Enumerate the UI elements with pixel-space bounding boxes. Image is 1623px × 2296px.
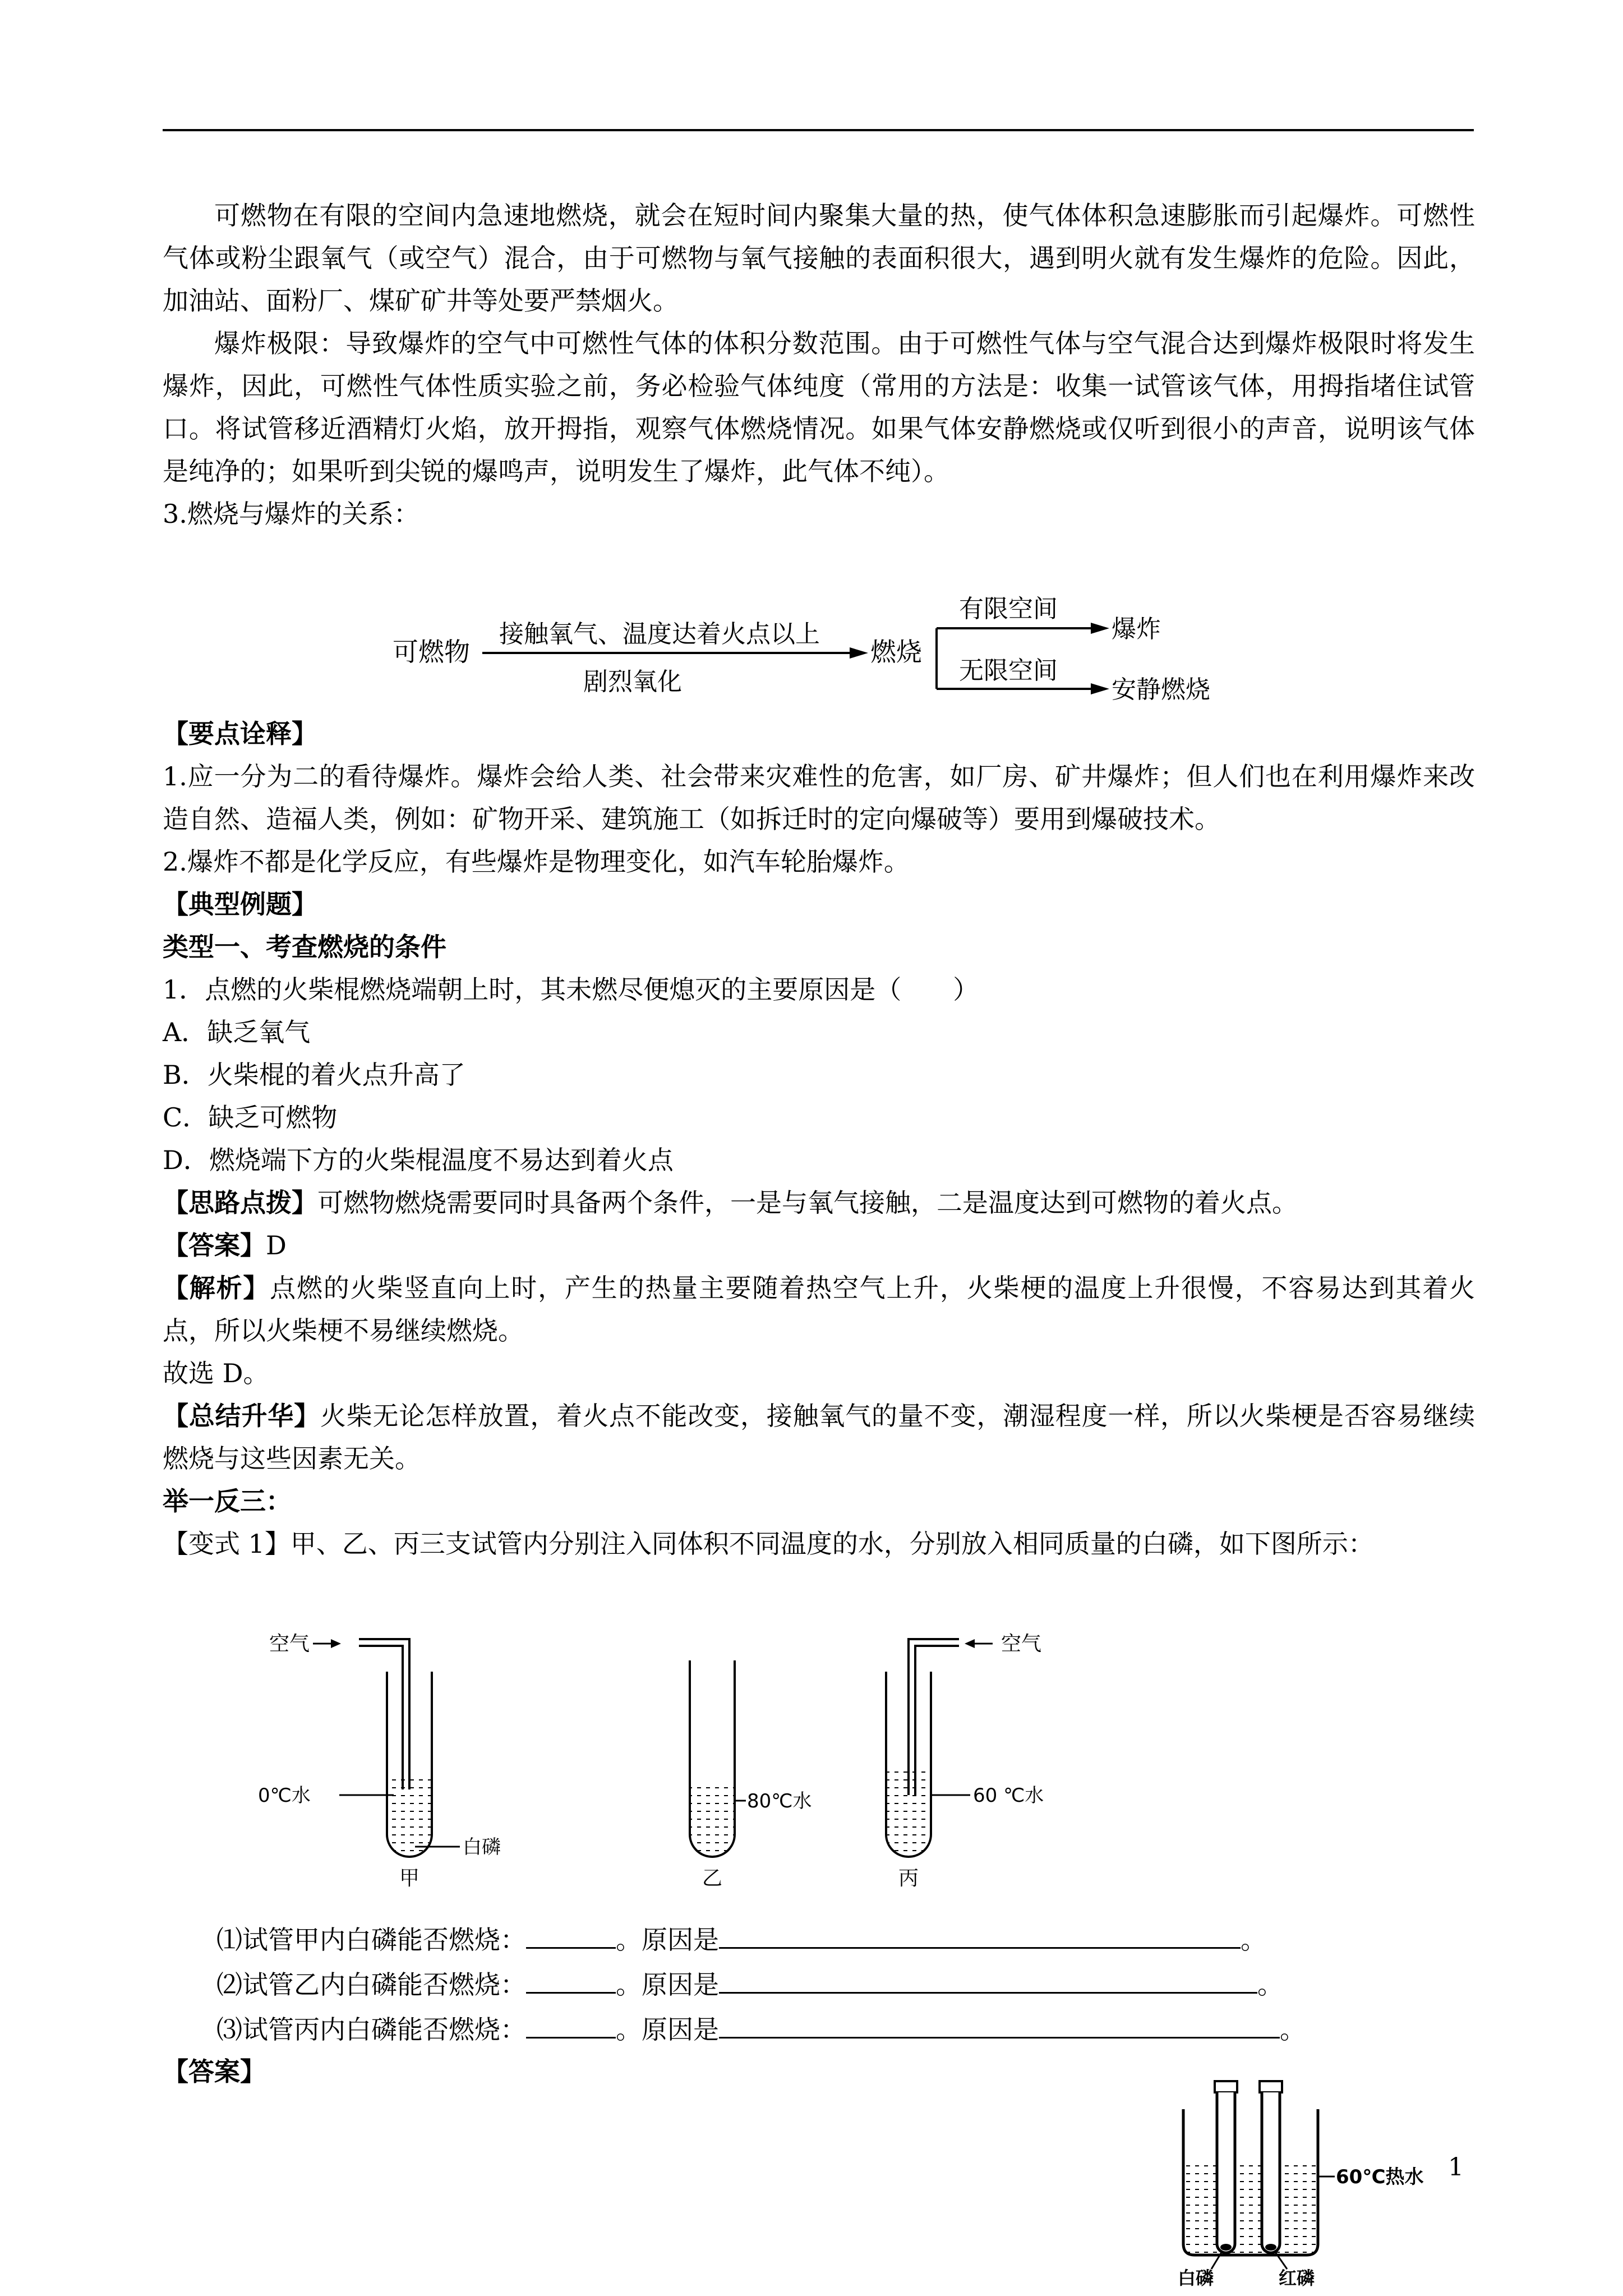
variant-label: 【变式 1】: [163, 1529, 291, 1559]
diagram-arrow-top-label: 接触氧气、温度达着火点以上: [499, 620, 820, 648]
reason-blank-3[interactable]: [719, 2014, 1280, 2039]
branch-bottom-head: [1091, 683, 1109, 694]
air-label-left: 空气: [269, 1632, 310, 1655]
analysis-label: 【解析】: [163, 1273, 270, 1303]
white-p-label: 白磷: [1178, 2267, 1214, 2289]
option-b: B．火柴棍的着火点升高了: [163, 1060, 465, 1090]
paragraph-explosion-limit: 爆炸极限：导致爆炸的空气中可燃性气体的体积分数范围。由于可燃性气体与空气混合达到爆炸极限时将发生爆炸，因此，可燃性气体性质实验之前，务必检验气体纯度（常用的方法是：收集一试管该气体，用拇指堵住试管口。将试管移近酒精灯火焰，放开拇指，观察气体燃烧情况。如果气体安静燃烧或仅听到很小的声音，说明该气体是纯净的；如果听到尖锐的爆鸣声，说明发生了爆炸，此气体不纯）。: [163, 328, 1475, 486]
header-rule: [163, 129, 1474, 131]
red-p-label: 红磷: [1279, 2267, 1315, 2289]
diagram-start: 可燃物: [393, 637, 470, 667]
result-top: 爆炸: [1112, 615, 1161, 643]
page-number: 1: [1448, 2153, 1464, 2182]
tube-red: [1262, 2092, 1280, 2253]
option-d: D．燃烧端下方的火柴棍温度不易达到着火点: [163, 1145, 674, 1175]
variant-paragraph: [163, 1522, 1475, 1565]
main-arrow-head: [850, 647, 868, 659]
answer-blank-3[interactable]: [526, 2014, 616, 2039]
diagram-middle: 燃烧: [870, 637, 922, 667]
summary-label: 【总结升华】: [163, 1401, 320, 1431]
paragraph-relation-heading: 3.燃烧与爆炸的关系：: [163, 499, 419, 529]
answer-text: D: [266, 1230, 287, 1260]
tube-white: [1217, 2092, 1235, 2253]
question-1: 1．点燃的火柴棍燃烧端朝上时，其未燃尽便熄灭的主要原因是（ ）: [163, 974, 979, 1005]
tube-c-label: 丙: [898, 1867, 919, 1890]
summary-paragraph: [163, 1395, 1475, 1480]
answer-heading: 【答案】: [163, 2056, 266, 2087]
diagram-arrow-bottom-label: 剧烈氧化: [583, 668, 682, 696]
water-b-label: 80℃水: [747, 1790, 812, 1812]
water-a-label: 0℃水: [258, 1784, 311, 1807]
answer-label: 【答案】: [163, 1230, 266, 1260]
sub-question-1: ⑴试管甲内白磷能否燃烧： 。原因是 。: [216, 1925, 1266, 1955]
answer-paragraph: [163, 1224, 1475, 1267]
beaker-figure: [1166, 2076, 1424, 2289]
reason-blank-2[interactable]: [719, 1970, 1257, 1994]
branch-top-head: [1091, 623, 1109, 634]
tube-a-label: 甲: [399, 1867, 420, 1890]
choose-line: 故选 D。: [163, 1358, 269, 1388]
examples-heading: 【典型例题】: [163, 889, 317, 919]
summary-text: 火柴无论怎样放置，着火点不能改变，接触氧气的量不变，潮湿程度一样，所以火柴梗是否容易继续燃烧与这些因素无关。: [163, 1401, 1476, 1474]
answer-blank-1[interactable]: [526, 1925, 616, 1949]
result-bottom: 安静燃烧: [1112, 675, 1210, 704]
variant-text: 甲、乙、丙三支试管内分别注入同体积不同温度的水，分别放入相同质量的白磷，如下图所示：: [290, 1529, 1374, 1559]
key-points-heading: 【要点诠释】: [163, 719, 317, 749]
tube-b-label: 乙: [702, 1867, 723, 1890]
option-a: A．缺乏氧气: [163, 1017, 311, 1047]
combustion-explosion-diagram: [381, 595, 1256, 707]
practice-heading: 举一反三：: [163, 1486, 292, 1516]
tube-a: [258, 1632, 501, 1890]
tube-b: [690, 1660, 811, 1890]
analysis-paragraph: [163, 1267, 1475, 1352]
tube-c: [886, 1632, 1044, 1890]
body-text-top: [163, 194, 1475, 535]
sub-question-2: ⑵试管乙内白磷能否燃烧： 。原因是 。: [216, 1970, 1283, 2000]
branch-top-label: 有限空间: [959, 595, 1058, 623]
water-c-label: 60 ℃水: [973, 1784, 1044, 1807]
analysis-text: 点燃的火柴竖直向上时，产生的热量主要随着热空气上升，火柴梗的温度上升很慢，不容易达到其着火点，所以火柴梗不易继续燃烧。: [163, 1273, 1476, 1346]
body-text-main: [163, 712, 1475, 1565]
paragraph-explosion: 可燃物在有限的空间内急速地燃烧，就会在短时间内聚集大量的热，使气体体积急速膨胀而引起爆炸。可燃性气体或粉尘跟氧气（或空气）混合，由于可燃物与氧气接触的表面积很大，遇到明火就有发生爆炸的危险。因此，加油站、面粉厂、煤矿矿井等处要严禁烟火。: [163, 200, 1475, 316]
hint-label: 【思路点拨】: [163, 1188, 317, 1218]
key-point-1: 1.应一分为二的看待爆炸。爆炸会给人类、社会带来灾难性的危害，如厂房、矿井爆炸；但人们也在利用爆炸来改造自然、造福人类，例如：矿物开采、建筑施工（如拆迁时的定向爆破等）要用到爆破技术。: [163, 761, 1475, 834]
hint-text: 可燃物燃烧需要同时具备两个条件，一是与氧气接触，二是温度达到可燃物的着火点。: [317, 1188, 1298, 1218]
phosphorus-label: 白磷: [463, 1836, 501, 1858]
type1-heading: 类型一、考查燃烧的条件: [163, 932, 446, 962]
air-label-right: 空气: [1001, 1632, 1042, 1655]
reason-blank-1[interactable]: [719, 1925, 1241, 1949]
option-c: C．缺乏可燃物: [163, 1102, 338, 1133]
sub-question-3: ⑶试管丙内白磷能否燃烧： 。原因是 。: [216, 2014, 1306, 2045]
test-tubes-figure: [247, 1627, 1155, 1890]
hint-paragraph: [163, 1181, 1475, 1224]
branch-bottom-label: 无限空间: [959, 656, 1058, 685]
hot-water-label: 60℃热水: [1336, 2166, 1424, 2188]
answer-blank-2[interactable]: [526, 1970, 616, 1994]
key-point-2: 2.爆炸不都是化学反应，有些爆炸是物理变化，如汽车轮胎爆炸。: [163, 846, 910, 877]
